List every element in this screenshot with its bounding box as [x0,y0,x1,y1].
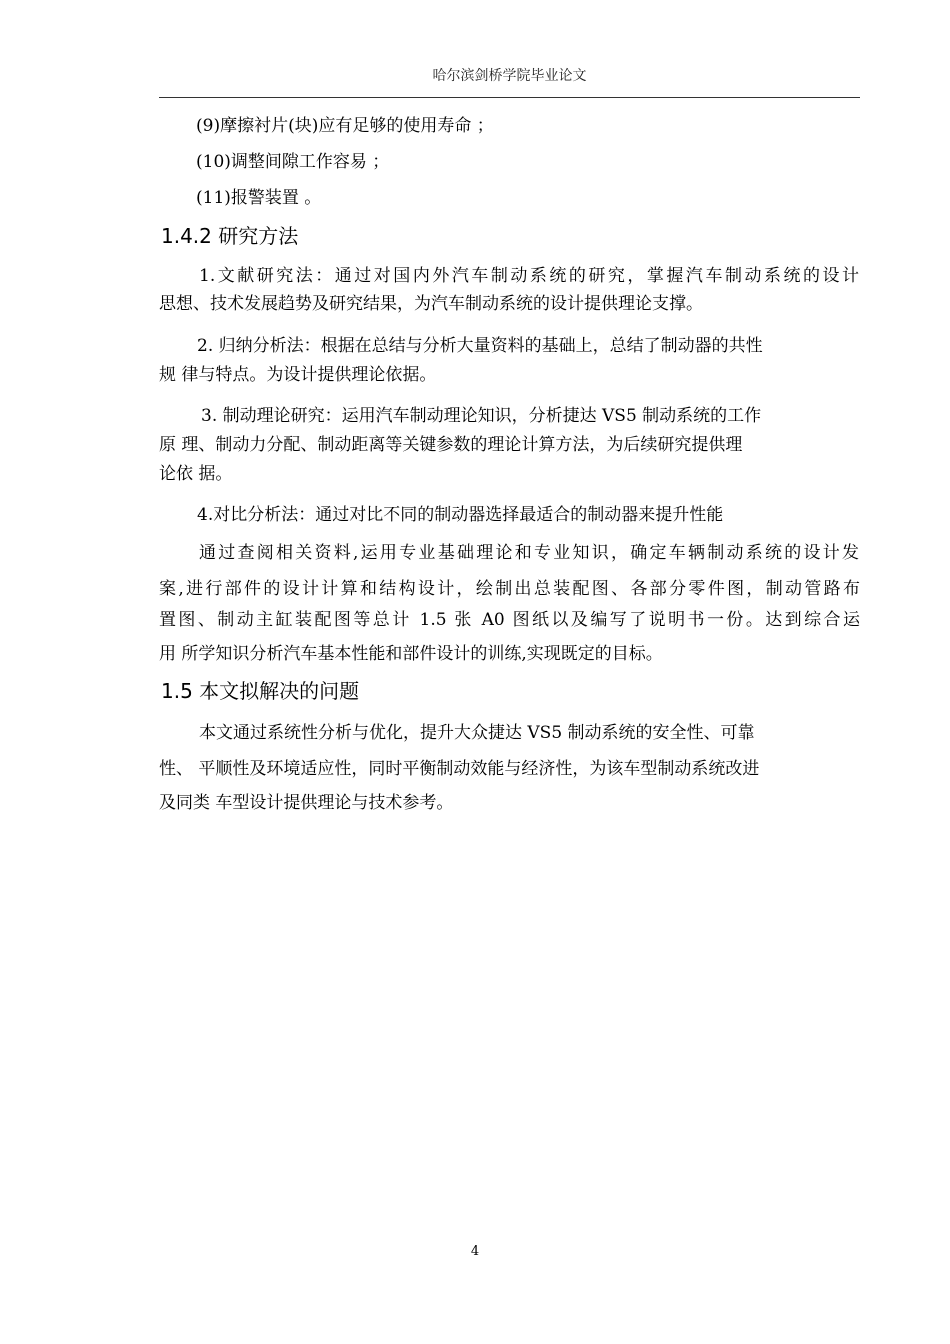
paragraph-line: 通过查阅相关资料,运用专业基础理论和专业知识，确定车辆制动系统的设计发 [199,543,859,563]
section-heading-problems: 1.5 本文拟解决的问题 [161,679,360,703]
section-heading-research-methods: 1.4.2 研究方法 [161,224,299,248]
paragraph-line: 案,进行部件的设计计算和结构设计，绘制出总装配图、各部分零件图，制动管路布 [159,579,860,599]
list-item: (9)摩擦衬片(块)应有足够的使用寿命 ； [196,116,494,136]
paragraph-line: 3. 制动理论研究：运用汽车制动理论知识，分析捷达 VS5 制动系统的工作 [201,406,762,426]
paragraph-line: 性、 平顺性及环境适应性，同时平衡制动效能与经济性，为该车型制动系统改进 [159,759,760,779]
list-item: (11)报警装置 。 [196,188,322,208]
header-divider [159,97,860,98]
paragraph-line: 1.文献研究法：通过对国内外汽车制动系统的研究，掌握汽车制动系统的设计 [199,266,859,286]
paragraph-line: 思想、技术发展趋势及研究结果，为汽车制动系统的设计提供理论支撑。 [159,294,703,314]
paragraph-line: 4.对比分析法：通过对比不同的制动器选择最适合的制动器来提升性能 [197,505,724,525]
paragraph-line: 置图、制动主缸装配图等总计 1.5 张 A0 图纸以及编写了说明书一份。达到综合运 [159,610,860,630]
page-header-title: 哈尔滨剑桥学院毕业论文 [432,68,587,84]
paragraph-line: 用 所学知识分析汽车基本性能和部件设计的训练,实现既定的目标。 [159,644,663,664]
paragraph-line: 论依 据。 [159,464,233,484]
page-number: 4 [470,1244,480,1259]
paragraph-line: 本文通过系统性分析与优化，提升大众捷达 VS5 制动系统的安全性、可靠 [199,723,755,743]
paragraph-line: 原 理、制动力分配、制动距离等关键参数的理论计算方法，为后续研究提供理 [159,435,743,455]
paragraph-line: 及同类 车型设计提供理论与技术参考。 [159,793,454,813]
paragraph-line: 2. 归纳分析法：根据在总结与分析大量资料的基础上，总结了制动器的共性 [197,336,763,356]
list-item: (10)调整间隙工作容易 ； [196,152,390,172]
paragraph-line: 规 律与特点。为设计提供理论依据。 [159,365,437,385]
